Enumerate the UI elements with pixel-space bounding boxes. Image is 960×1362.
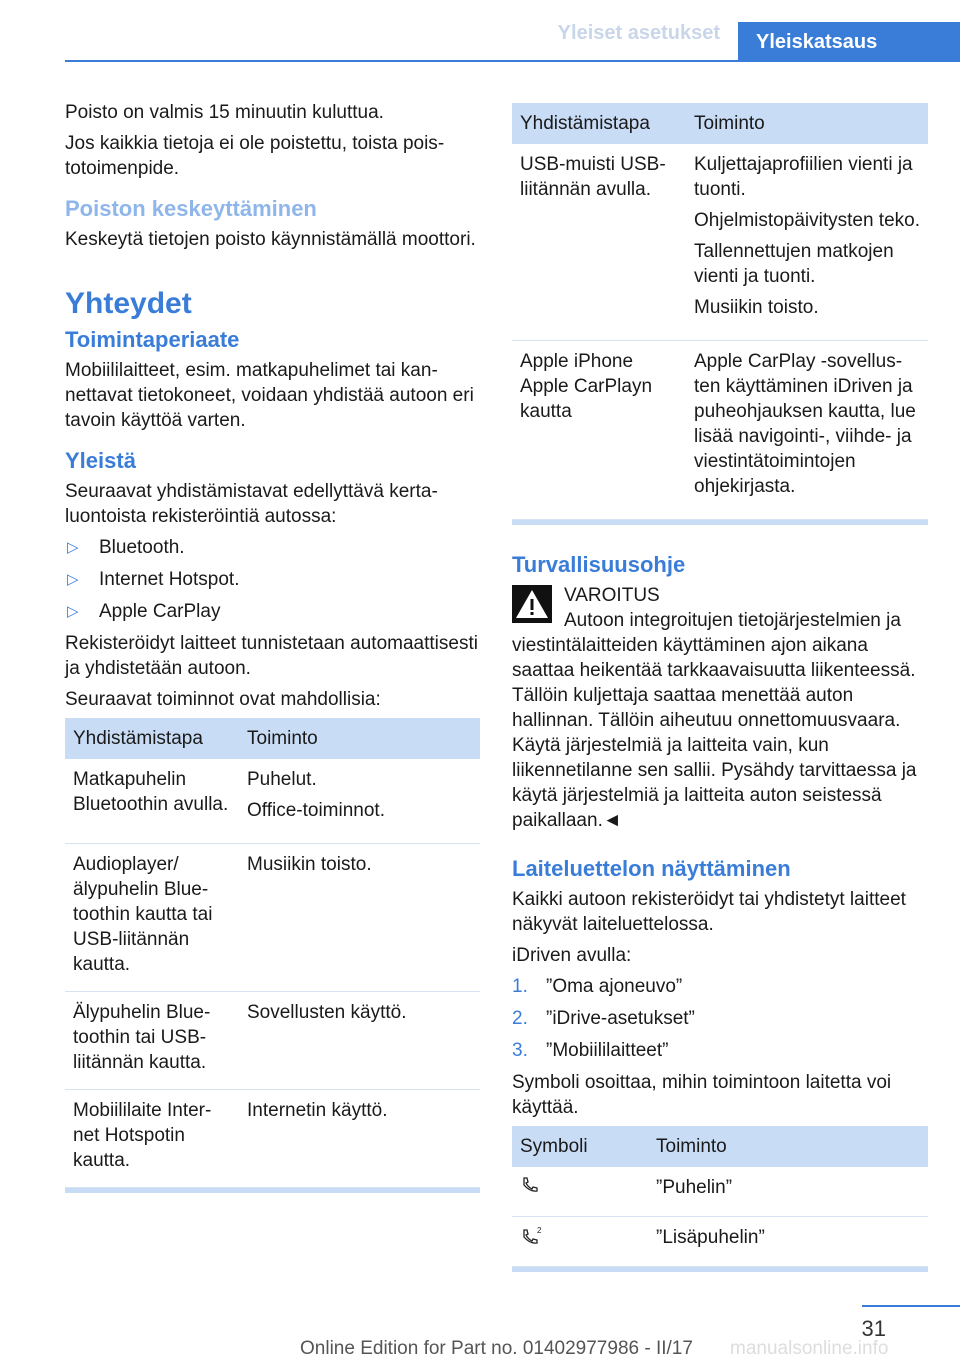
paragraph: Seuraavat toiminnot ovat mahdollisia: xyxy=(65,689,381,710)
section-tab-overview[interactable]: Yleiskatsaus xyxy=(738,22,960,62)
table-header: Toiminto xyxy=(239,718,480,759)
paragraph: Mobiililaitteet, esim. matkapuhelimet tai kannettavat tietokoneet, voidaan yhdistää autoon eri tavoin käyttöä varten. xyxy=(65,360,474,431)
table-cell: Älypuhelin Bluetoothin tai USB-liitännän kautta. xyxy=(65,992,239,1090)
heading-device-list: Laiteluettelon näyttäminen xyxy=(512,856,791,881)
table-cell: Audioplayer/ älypuhelin Bluetoothin kautta tai USB-liitännän kautta. xyxy=(65,844,239,992)
table-cell: Kuljettajaprofiilien vienti ja tuonti. Ohjelmistopäivitysten teko. Tallennettujen matkojen vienti ja tuonti. Musiikin toisto. xyxy=(686,144,928,341)
triangle-bullet-icon: ▷ xyxy=(67,603,79,620)
bullet-list xyxy=(65,535,480,624)
table-row xyxy=(65,844,480,992)
warning-text: Autoon integroitujen tietojärjestelmien ja viestintälaitteiden käyttäminen ajon aikana saattaa heikentää tarkkaavaisuutta liikenteessä. Tällöin kuljettaja saattaa menettää auton hallinnan. Tällöin aiheutuu onnettomuusvaara. Käytä järjestelmiä ja laitteita vain, kun liikennetilanne sen sallii. Pysähdy tarvittaessa ja käytä järjestelmiä ja laitteita auton seistessä paikallaan.◄ xyxy=(512,610,917,831)
heading-cancel: Poiston keskeyttäminen xyxy=(65,196,317,221)
table-row xyxy=(512,341,928,520)
table-header: Toiminto xyxy=(648,1126,928,1167)
table-cell: Apple iPhone Apple CarPlayn kautta xyxy=(512,341,686,520)
section-tab-general-settings[interactable]: Yleiset asetukset xyxy=(557,22,720,44)
paragraph: Poisto on valmis 15 minuutin kuluttua. xyxy=(65,102,384,123)
page-header xyxy=(65,0,960,64)
table-row xyxy=(512,1217,928,1267)
table-cell: ”Puhelin” xyxy=(648,1167,928,1217)
table-row xyxy=(65,992,480,1090)
table-cell xyxy=(512,1217,648,1267)
warning-triangle-icon xyxy=(512,585,552,623)
table-row xyxy=(512,144,928,341)
triangle-bullet-icon: ▷ xyxy=(67,539,79,556)
page-number: 31 xyxy=(861,1316,886,1341)
svg-text:2: 2 xyxy=(537,1226,542,1235)
table-row xyxy=(65,1090,480,1188)
heading-connections: Yhteydet xyxy=(65,287,192,320)
left-column xyxy=(65,100,480,1193)
warning-title: VAROITUS xyxy=(564,585,660,606)
paragraph: Jos kaikkia tietoja ei ole poistettu, toista poistotoimenpide. xyxy=(65,133,445,179)
paragraph: Keskeytä tietojen poisto käynnistämällä moottori. xyxy=(65,229,476,250)
table-end-bar xyxy=(512,520,928,525)
table-header: Yhdistämistapa xyxy=(512,103,686,144)
phone-2-icon xyxy=(520,1225,544,1245)
paragraph: Symboli osoittaa, mihin toimintoon laitetta voi käyttää. xyxy=(512,1072,892,1118)
heading-safety: Turvallisuusohje xyxy=(512,552,686,577)
table-header: Symboli xyxy=(512,1126,648,1167)
watermark: manualsonline.info xyxy=(730,1338,889,1359)
triangle-bullet-icon: ▷ xyxy=(67,571,79,588)
table-end-bar xyxy=(65,1188,480,1193)
warning-box xyxy=(512,583,928,608)
table-cell: Sovellusten käyttö. xyxy=(239,992,480,1090)
phone-icon xyxy=(520,1175,540,1195)
paragraph: Rekisteröidyt laitteet tunnistetaan automaattisesti ja yhdistetään autoon. xyxy=(65,633,478,679)
table-cell: ”Lisäpuhelin” xyxy=(648,1217,928,1267)
table-header: Yhdistämistapa xyxy=(65,718,239,759)
paragraph: Seuraavat yhdistämistavat edellyttävä kertaluontoista rekisteröintiä autossa: xyxy=(65,481,438,527)
paragraph: Kaikki autoon rekisteröidyt tai yhdistetyt laitteet näkyvät laiteluettelossa. xyxy=(512,889,906,935)
table-row xyxy=(65,759,480,844)
paragraph: iDriven avulla: xyxy=(512,945,632,966)
table-cell: Internetin käyttö. xyxy=(239,1090,480,1188)
heading-general: Yleistä xyxy=(65,448,136,473)
list-item: ▷ Bluetooth. xyxy=(67,537,185,558)
edition-note: Online Edition for Part no. 01402977986 - II/17 xyxy=(300,1338,693,1359)
connection-table-continued xyxy=(512,103,928,520)
list-item: ▷ Apple CarPlay xyxy=(67,601,221,622)
right-column xyxy=(512,103,928,1272)
list-item: 3. ”Mobiililaitteet” xyxy=(512,1040,669,1061)
header-divider xyxy=(65,60,960,62)
table-header: Toiminto xyxy=(686,103,928,144)
table-cell: Mobiililaite Internet Hotspotin kautta. xyxy=(65,1090,239,1188)
connection-table xyxy=(65,718,480,1188)
table-cell: Matkapuhelin Bluetoothin avulla. xyxy=(65,759,239,844)
table-cell: Apple CarPlay -sovellusten käyttäminen iDriven ja puheohjauksen kautta, lue lisää navigointi-, viihde- ja viestintätoimintojen ohjekirjasta. xyxy=(686,341,928,520)
footer-divider xyxy=(862,1305,960,1307)
table-cell: Musiikin toisto. xyxy=(239,844,480,992)
table-cell: USB-muisti USB-liitännän avulla. xyxy=(512,144,686,341)
list-item: ▷ Internet Hotspot. xyxy=(67,569,240,590)
heading-principle: Toimintaperiaate xyxy=(65,327,240,352)
list-item: 2. ”iDrive-asetukset” xyxy=(512,1008,695,1029)
table-end-bar xyxy=(512,1267,928,1272)
symbol-table xyxy=(512,1126,928,1267)
step-list xyxy=(512,974,928,1063)
table-cell xyxy=(512,1167,648,1217)
table-cell: Puhelut. Office-toiminnot. xyxy=(239,759,480,844)
list-item: 1. ”Oma ajoneuvo” xyxy=(512,976,683,997)
table-row xyxy=(512,1167,928,1217)
